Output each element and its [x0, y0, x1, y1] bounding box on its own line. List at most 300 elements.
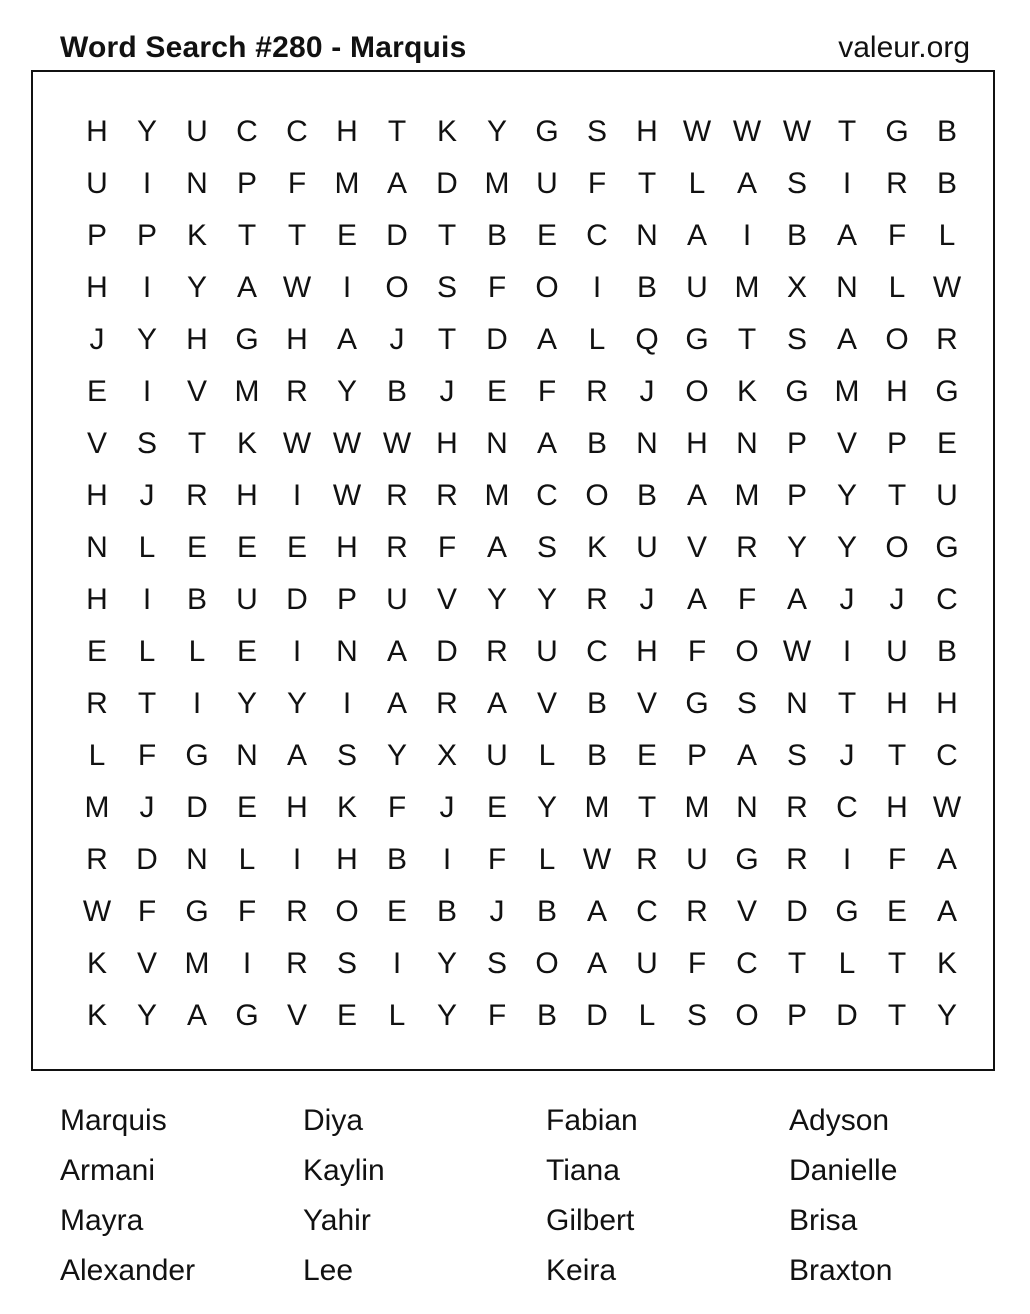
grid-cell[interactable]: N — [186, 167, 208, 200]
grid-cell[interactable]: A — [936, 843, 957, 876]
grid-cell[interactable]: S — [786, 739, 807, 772]
grid-cell[interactable]: N — [336, 635, 358, 668]
grid-cell[interactable]: U — [386, 583, 408, 616]
grid-cell[interactable]: M — [734, 271, 760, 304]
grid-cell[interactable]: A — [536, 427, 557, 460]
grid-cell[interactable]: N — [486, 427, 508, 460]
grid-cell[interactable]: Y — [436, 999, 457, 1032]
grid-cell[interactable]: I — [842, 167, 852, 200]
grid-cell[interactable]: W — [732, 115, 762, 148]
grid-cell[interactable]: F — [487, 271, 507, 304]
grid-cell[interactable]: C — [586, 219, 608, 252]
grid-cell[interactable]: C — [536, 479, 558, 512]
grid-cell[interactable]: T — [787, 947, 807, 980]
grid-cell[interactable]: N — [86, 531, 108, 564]
grid-cell[interactable]: Y — [136, 115, 157, 148]
grid-cell[interactable]: C — [936, 583, 958, 616]
grid-cell[interactable]: Y — [386, 739, 407, 772]
grid-cell[interactable]: Y — [836, 479, 857, 512]
grid-cell[interactable]: I — [342, 271, 352, 304]
grid-cell[interactable]: L — [188, 635, 206, 668]
grid-cell[interactable]: B — [386, 375, 407, 408]
grid-cell[interactable]: H — [886, 791, 908, 824]
grid-cell[interactable]: S — [136, 427, 157, 460]
grid-cell[interactable]: M — [834, 375, 860, 408]
grid-cell[interactable]: F — [437, 531, 457, 564]
grid-cell[interactable]: A — [536, 323, 557, 356]
grid-cell[interactable]: A — [586, 895, 607, 928]
grid-cell[interactable]: F — [887, 219, 907, 252]
grid-cell[interactable]: N — [636, 219, 658, 252]
grid-cell[interactable]: E — [536, 219, 557, 252]
grid-cell[interactable]: A — [686, 583, 707, 616]
grid-cell[interactable]: R — [686, 895, 708, 928]
grid-cell[interactable]: Y — [786, 531, 807, 564]
grid-cell[interactable]: B — [636, 479, 657, 512]
grid-cell[interactable]: Y — [536, 791, 557, 824]
grid-cell[interactable]: G — [185, 739, 209, 772]
grid-cell[interactable]: M — [584, 791, 610, 824]
grid-cell[interactable]: A — [736, 739, 757, 772]
grid-cell[interactable]: A — [236, 271, 257, 304]
grid-cell[interactable]: J — [839, 583, 855, 616]
grid-cell[interactable]: T — [737, 323, 757, 356]
grid-cell[interactable]: A — [586, 947, 607, 980]
grid-cell[interactable]: O — [885, 323, 909, 356]
grid-cell[interactable]: A — [836, 219, 857, 252]
grid-cell[interactable]: B — [786, 219, 807, 252]
grid-cell[interactable]: W — [782, 115, 812, 148]
grid-cell[interactable]: F — [587, 167, 607, 200]
grid-cell[interactable]: R — [86, 687, 108, 720]
grid-cell[interactable]: M — [334, 167, 360, 200]
grid-cell[interactable]: J — [639, 583, 655, 616]
grid-cell[interactable]: V — [186, 375, 207, 408]
grid-cell[interactable]: U — [536, 635, 558, 668]
grid-cell[interactable]: Y — [286, 687, 307, 720]
grid-cell[interactable]: D — [836, 999, 858, 1032]
grid-cell[interactable]: W — [582, 843, 612, 876]
grid-cell[interactable]: P — [786, 999, 807, 1032]
grid-cell[interactable]: O — [585, 479, 609, 512]
grid-cell[interactable]: H — [936, 687, 958, 720]
grid-cell[interactable]: P — [336, 583, 357, 616]
grid-cell[interactable]: K — [186, 219, 207, 252]
grid-cell[interactable]: C — [586, 635, 608, 668]
grid-cell[interactable]: R — [286, 375, 308, 408]
grid-cell[interactable]: K — [436, 115, 457, 148]
grid-cell[interactable]: E — [336, 219, 357, 252]
grid-cell[interactable]: E — [486, 791, 507, 824]
grid-cell[interactable]: F — [887, 843, 907, 876]
grid-cell[interactable]: P — [786, 427, 807, 460]
grid-cell[interactable]: G — [835, 895, 859, 928]
grid-cell[interactable]: H — [636, 115, 658, 148]
grid-cell[interactable]: O — [535, 947, 559, 980]
grid-cell[interactable]: P — [786, 479, 807, 512]
grid-cell[interactable]: R — [286, 947, 308, 980]
grid-cell[interactable]: Y — [136, 999, 157, 1032]
grid-cell[interactable]: E — [486, 375, 507, 408]
grid-cell[interactable]: I — [842, 843, 852, 876]
grid-cell[interactable]: I — [142, 167, 152, 200]
grid-cell[interactable]: K — [86, 999, 107, 1032]
grid-cell[interactable]: L — [138, 635, 156, 668]
grid-cell[interactable]: D — [436, 635, 458, 668]
grid-cell[interactable]: E — [386, 895, 407, 928]
grid-cell[interactable]: D — [136, 843, 158, 876]
grid-cell[interactable]: I — [292, 635, 302, 668]
grid-cell[interactable]: F — [137, 895, 157, 928]
grid-cell[interactable]: G — [935, 375, 959, 408]
grid-cell[interactable]: B — [586, 687, 607, 720]
grid-cell[interactable]: G — [735, 843, 759, 876]
grid-cell[interactable]: R — [286, 895, 308, 928]
grid-cell[interactable]: A — [186, 999, 207, 1032]
grid-cell[interactable]: X — [436, 739, 457, 772]
grid-cell[interactable]: M — [734, 479, 760, 512]
grid-cell[interactable]: V — [286, 999, 307, 1032]
grid-cell[interactable]: A — [386, 687, 407, 720]
grid-cell[interactable]: P — [86, 219, 107, 252]
grid-cell[interactable]: F — [687, 635, 707, 668]
grid-cell[interactable]: D — [586, 999, 608, 1032]
grid-cell[interactable]: B — [486, 219, 507, 252]
grid-cell[interactable]: T — [837, 115, 857, 148]
grid-cell[interactable]: E — [236, 531, 257, 564]
grid-cell[interactable]: O — [385, 271, 409, 304]
grid-cell[interactable]: O — [735, 999, 759, 1032]
grid-cell[interactable]: G — [935, 531, 959, 564]
grid-cell[interactable]: B — [936, 635, 957, 668]
grid-cell[interactable]: B — [536, 895, 557, 928]
grid-cell[interactable]: H — [236, 479, 258, 512]
grid-cell[interactable]: Y — [536, 583, 557, 616]
grid-cell[interactable]: J — [489, 895, 505, 928]
grid-cell[interactable]: P — [686, 739, 707, 772]
grid-cell[interactable]: U — [686, 271, 708, 304]
grid-cell[interactable]: V — [686, 531, 707, 564]
grid-cell[interactable]: D — [786, 895, 808, 928]
grid-cell[interactable]: O — [685, 375, 709, 408]
grid-cell[interactable]: A — [386, 635, 407, 668]
grid-cell[interactable]: G — [235, 323, 259, 356]
grid-cell[interactable]: W — [332, 479, 362, 512]
grid-cell[interactable]: U — [686, 843, 708, 876]
grid-cell[interactable]: B — [186, 583, 207, 616]
grid-cell[interactable]: P — [136, 219, 157, 252]
grid-cell[interactable]: R — [786, 843, 808, 876]
grid-cell[interactable]: S — [786, 167, 807, 200]
grid-cell[interactable]: T — [287, 219, 307, 252]
grid-cell[interactable]: R — [786, 791, 808, 824]
grid-cell[interactable]: R — [436, 479, 458, 512]
grid-cell[interactable]: H — [86, 583, 108, 616]
grid-cell[interactable]: Y — [486, 583, 507, 616]
grid-cell[interactable]: L — [938, 219, 956, 252]
grid-cell[interactable]: T — [237, 219, 257, 252]
grid-cell[interactable]: U — [536, 167, 558, 200]
grid-cell[interactable]: J — [889, 583, 905, 616]
grid-cell[interactable]: R — [586, 583, 608, 616]
grid-cell[interactable]: K — [586, 531, 607, 564]
grid-cell[interactable]: W — [932, 271, 962, 304]
grid-cell[interactable]: R — [736, 531, 758, 564]
grid-cell[interactable]: R — [86, 843, 108, 876]
grid-cell[interactable]: G — [685, 323, 709, 356]
grid-cell[interactable]: J — [89, 323, 105, 356]
grid-cell[interactable]: L — [538, 843, 556, 876]
grid-cell[interactable]: U — [186, 115, 208, 148]
grid-cell[interactable]: K — [736, 375, 757, 408]
grid-cell[interactable]: A — [336, 323, 357, 356]
grid-cell[interactable]: S — [586, 115, 607, 148]
grid-cell[interactable]: F — [487, 999, 507, 1032]
grid-cell[interactable]: D — [186, 791, 208, 824]
grid-cell[interactable]: T — [637, 791, 657, 824]
grid-cell[interactable]: J — [439, 375, 455, 408]
grid-cell[interactable]: H — [436, 427, 458, 460]
grid-cell[interactable]: Y — [836, 531, 857, 564]
grid-cell[interactable]: N — [236, 739, 258, 772]
grid-cell[interactable]: E — [636, 739, 657, 772]
grid-cell[interactable]: H — [86, 115, 108, 148]
grid-cell[interactable]: W — [932, 791, 962, 824]
grid-cell[interactable]: D — [386, 219, 408, 252]
grid-cell[interactable]: Q — [635, 323, 659, 356]
grid-cell[interactable]: S — [786, 323, 807, 356]
grid-cell[interactable]: V — [736, 895, 757, 928]
grid-cell[interactable]: H — [286, 323, 308, 356]
grid-cell[interactable]: R — [186, 479, 208, 512]
grid-cell[interactable]: E — [286, 531, 307, 564]
grid-cell[interactable]: Y — [936, 999, 957, 1032]
grid-cell[interactable]: I — [142, 583, 152, 616]
grid-cell[interactable]: C — [736, 947, 758, 980]
grid-cell[interactable]: F — [137, 739, 157, 772]
grid-cell[interactable]: A — [686, 219, 707, 252]
grid-cell[interactable]: F — [537, 375, 557, 408]
grid-cell[interactable]: I — [142, 375, 152, 408]
grid-cell[interactable]: O — [885, 531, 909, 564]
grid-cell[interactable]: B — [386, 843, 407, 876]
grid-cell[interactable]: N — [736, 791, 758, 824]
grid-cell[interactable]: K — [236, 427, 257, 460]
grid-cell[interactable]: I — [842, 635, 852, 668]
grid-cell[interactable]: O — [335, 895, 359, 928]
grid-cell[interactable]: I — [442, 843, 452, 876]
grid-cell[interactable]: E — [936, 427, 957, 460]
grid-cell[interactable]: O — [535, 271, 559, 304]
grid-cell[interactable]: T — [887, 739, 907, 772]
grid-cell[interactable]: E — [86, 635, 107, 668]
grid-cell[interactable]: R — [886, 167, 908, 200]
grid-cell[interactable]: G — [185, 895, 209, 928]
grid-cell[interactable]: E — [236, 791, 257, 824]
grid-cell[interactable]: M — [484, 167, 510, 200]
grid-cell[interactable]: E — [236, 635, 257, 668]
grid-cell[interactable]: I — [292, 479, 302, 512]
grid-cell[interactable]: F — [487, 843, 507, 876]
grid-cell[interactable]: U — [636, 947, 658, 980]
grid-cell[interactable]: E — [336, 999, 357, 1032]
grid-cell[interactable]: I — [392, 947, 402, 980]
grid-cell[interactable]: U — [486, 739, 508, 772]
grid-cell[interactable]: L — [888, 271, 906, 304]
grid-cell[interactable]: H — [336, 843, 358, 876]
grid-cell[interactable]: H — [286, 791, 308, 824]
grid-cell[interactable]: R — [936, 323, 958, 356]
grid-cell[interactable]: W — [682, 115, 712, 148]
grid-cell[interactable]: E — [186, 531, 207, 564]
grid-cell[interactable]: I — [142, 271, 152, 304]
grid-cell[interactable]: H — [686, 427, 708, 460]
grid-cell[interactable]: G — [535, 115, 559, 148]
grid-cell[interactable]: T — [137, 687, 157, 720]
grid-cell[interactable]: G — [785, 375, 809, 408]
grid-cell[interactable]: M — [684, 791, 710, 824]
grid-cell[interactable]: U — [886, 635, 908, 668]
grid-cell[interactable]: T — [887, 947, 907, 980]
grid-cell[interactable]: V — [86, 427, 107, 460]
grid-cell[interactable]: I — [242, 947, 252, 980]
grid-cell[interactable]: B — [436, 895, 457, 928]
grid-cell[interactable]: C — [936, 739, 958, 772]
grid-cell[interactable]: P — [886, 427, 907, 460]
grid-cell[interactable]: L — [138, 531, 156, 564]
grid-cell[interactable]: I — [292, 843, 302, 876]
grid-cell[interactable]: M — [234, 375, 260, 408]
grid-cell[interactable]: C — [836, 791, 858, 824]
grid-cell[interactable]: K — [86, 947, 107, 980]
grid-cell[interactable]: N — [636, 427, 658, 460]
grid-cell[interactable]: Y — [236, 687, 257, 720]
grid-cell[interactable]: R — [636, 843, 658, 876]
grid-cell[interactable]: C — [286, 115, 308, 148]
grid-cell[interactable]: H — [86, 479, 108, 512]
grid-cell[interactable]: H — [886, 687, 908, 720]
grid-cell[interactable]: Y — [136, 323, 157, 356]
grid-cell[interactable]: G — [235, 999, 259, 1032]
grid-cell[interactable]: W — [782, 635, 812, 668]
grid-cell[interactable]: U — [936, 479, 958, 512]
grid-cell[interactable]: B — [586, 739, 607, 772]
grid-cell[interactable]: M — [184, 947, 210, 980]
grid-cell[interactable]: L — [638, 999, 656, 1032]
grid-cell[interactable]: A — [486, 531, 507, 564]
grid-cell[interactable]: S — [436, 271, 457, 304]
grid-cell[interactable]: S — [336, 947, 357, 980]
grid-cell[interactable]: G — [685, 687, 709, 720]
grid-cell[interactable]: J — [639, 375, 655, 408]
grid-cell[interactable]: I — [742, 219, 752, 252]
grid-cell[interactable]: R — [586, 375, 608, 408]
grid-cell[interactable]: C — [236, 115, 258, 148]
grid-cell[interactable]: S — [336, 739, 357, 772]
grid-cell[interactable]: S — [536, 531, 557, 564]
grid-cell[interactable]: S — [486, 947, 507, 980]
grid-cell[interactable]: B — [936, 167, 957, 200]
grid-cell[interactable]: T — [437, 219, 457, 252]
grid-cell[interactable]: H — [186, 323, 208, 356]
grid-cell[interactable]: L — [88, 739, 106, 772]
grid-cell[interactable]: N — [786, 687, 808, 720]
grid-cell[interactable]: H — [336, 115, 358, 148]
grid-cell[interactable]: L — [238, 843, 256, 876]
grid-cell[interactable]: J — [139, 479, 155, 512]
grid-cell[interactable]: M — [484, 479, 510, 512]
grid-cell[interactable]: W — [332, 427, 362, 460]
grid-cell[interactable]: U — [236, 583, 258, 616]
grid-cell[interactable]: A — [486, 687, 507, 720]
grid-cell[interactable]: D — [286, 583, 308, 616]
grid-cell[interactable]: S — [686, 999, 707, 1032]
grid-cell[interactable]: A — [786, 583, 807, 616]
grid-cell[interactable]: R — [486, 635, 508, 668]
grid-cell[interactable]: I — [192, 687, 202, 720]
grid-cell[interactable]: R — [386, 479, 408, 512]
grid-cell[interactable]: E — [886, 895, 907, 928]
grid-cell[interactable]: B — [936, 115, 957, 148]
grid-cell[interactable]: C — [636, 895, 658, 928]
grid-cell[interactable]: H — [886, 375, 908, 408]
grid-cell[interactable]: N — [186, 843, 208, 876]
grid-cell[interactable]: J — [389, 323, 405, 356]
grid-cell[interactable]: J — [439, 791, 455, 824]
grid-cell[interactable]: N — [836, 271, 858, 304]
grid-cell[interactable]: T — [387, 115, 407, 148]
grid-cell[interactable]: W — [282, 271, 312, 304]
grid-cell[interactable]: K — [336, 791, 357, 824]
grid-cell[interactable]: R — [436, 687, 458, 720]
grid-cell[interactable]: A — [836, 323, 857, 356]
grid-cell[interactable]: A — [386, 167, 407, 200]
grid-cell[interactable]: B — [536, 999, 557, 1032]
grid-cell[interactable]: A — [286, 739, 307, 772]
grid-cell[interactable]: N — [736, 427, 758, 460]
grid-cell[interactable]: L — [388, 999, 406, 1032]
grid-cell[interactable]: D — [486, 323, 508, 356]
grid-cell[interactable]: V — [436, 583, 457, 616]
grid-cell[interactable]: J — [139, 791, 155, 824]
grid-cell[interactable]: T — [887, 479, 907, 512]
grid-cell[interactable]: F — [237, 895, 257, 928]
grid-cell[interactable]: I — [592, 271, 602, 304]
grid-cell[interactable]: J — [839, 739, 855, 772]
grid-cell[interactable]: V — [536, 687, 557, 720]
grid-cell[interactable]: T — [437, 323, 457, 356]
grid-cell[interactable]: S — [736, 687, 757, 720]
grid-cell[interactable]: L — [588, 323, 606, 356]
grid-cell[interactable]: B — [636, 271, 657, 304]
grid-cell[interactable]: L — [538, 739, 556, 772]
grid-cell[interactable]: V — [636, 687, 657, 720]
grid-cell[interactable]: G — [885, 115, 909, 148]
grid-cell[interactable]: W — [382, 427, 412, 460]
grid-cell[interactable]: H — [336, 531, 358, 564]
grid-cell[interactable]: H — [86, 271, 108, 304]
grid-cell[interactable]: T — [637, 167, 657, 200]
grid-cell[interactable]: A — [936, 895, 957, 928]
grid-cell[interactable]: A — [736, 167, 757, 200]
grid-cell[interactable]: X — [786, 271, 807, 304]
grid-cell[interactable]: L — [688, 167, 706, 200]
grid-cell[interactable]: Y — [186, 271, 207, 304]
grid-cell[interactable]: T — [837, 687, 857, 720]
grid-cell[interactable]: F — [387, 791, 407, 824]
grid-cell[interactable]: U — [636, 531, 658, 564]
grid-cell[interactable]: H — [636, 635, 658, 668]
